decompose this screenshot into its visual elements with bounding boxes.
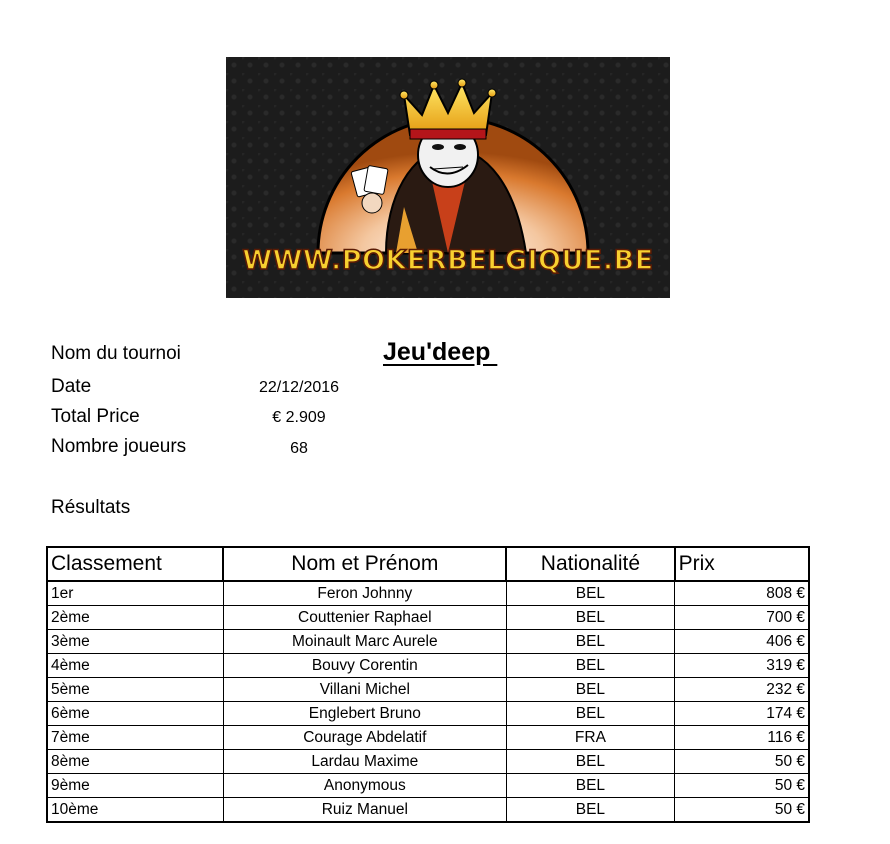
nationality-cell: BEL xyxy=(506,606,674,630)
prize-cell: 174 € xyxy=(675,702,809,726)
player-name-cell: Feron Johnny xyxy=(223,581,506,606)
nationality-cell: BEL xyxy=(506,798,674,823)
player-name-cell: Lardau Maxime xyxy=(223,750,506,774)
date-label: Date xyxy=(51,376,92,397)
player-name-cell: Bouvy Corentin xyxy=(223,654,506,678)
rank-cell: 3ème xyxy=(47,630,223,654)
nationality-cell: BEL xyxy=(506,630,674,654)
nationality-cell: BEL xyxy=(506,581,674,606)
table-row xyxy=(47,678,809,702)
header-name: Nom et Prénom xyxy=(223,547,506,581)
rank-cell: 5ème xyxy=(47,678,223,702)
table-row xyxy=(47,581,809,606)
player-name-cell: Ruiz Manuel xyxy=(223,798,506,823)
table-row xyxy=(47,726,809,750)
logo-text: WWW.POKERBELGIQUE.BE xyxy=(242,245,654,276)
rank-cell: 9ème xyxy=(47,774,223,798)
header-rank: Classement xyxy=(47,547,223,581)
pokerbelgique-logo xyxy=(226,57,670,298)
table-row xyxy=(47,606,809,630)
nationality-cell: BEL xyxy=(506,750,674,774)
nationality-cell: BEL xyxy=(506,702,674,726)
nationality-cell: BEL xyxy=(506,774,674,798)
player-count-value: 68 xyxy=(290,440,308,457)
prize-cell: 700 € xyxy=(675,606,809,630)
player-name-cell: Moinault Marc Aurele xyxy=(223,630,506,654)
rank-cell: 7ème xyxy=(47,726,223,750)
player-name-cell: Englebert Bruno xyxy=(223,702,506,726)
table-row xyxy=(47,774,809,798)
player-name-cell: Courage Abdelatif xyxy=(223,726,506,750)
rank-cell: 2ème xyxy=(47,606,223,630)
prize-cell: 50 € xyxy=(675,774,809,798)
rank-cell: 1er xyxy=(47,581,223,606)
header-nationality: Nationalité xyxy=(506,547,674,581)
nationality-cell: FRA xyxy=(506,726,674,750)
table-header-row xyxy=(47,547,809,581)
rank-cell: 8ème xyxy=(47,750,223,774)
results-heading: Résultats xyxy=(51,497,131,518)
nationality-cell: BEL xyxy=(506,678,674,702)
total-price-label: Total Price xyxy=(51,406,140,427)
prize-cell: 808 € xyxy=(675,581,809,606)
table-row xyxy=(47,702,809,726)
table-row xyxy=(47,750,809,774)
rank-cell: 6ème xyxy=(47,702,223,726)
player-name-cell: Villani Michel xyxy=(223,678,506,702)
prize-cell: 50 € xyxy=(675,798,809,823)
prize-cell: 50 € xyxy=(675,750,809,774)
rank-cell: 4ème xyxy=(47,654,223,678)
table-row xyxy=(47,798,809,823)
table-row xyxy=(47,654,809,678)
header-prize: Prix xyxy=(675,547,809,581)
player-name-cell: Couttenier Raphael xyxy=(223,606,506,630)
joker-king-illustration xyxy=(226,57,670,298)
prize-cell: 319 € xyxy=(675,654,809,678)
tournament-name-label: Nom du tournoi xyxy=(51,343,181,364)
player-name-cell: Anonymous xyxy=(223,774,506,798)
total-price-value: € 2.909 xyxy=(272,409,326,426)
prize-cell: 232 € xyxy=(675,678,809,702)
rank-cell: 10ème xyxy=(47,798,223,823)
table-row xyxy=(47,630,809,654)
results-table xyxy=(46,546,810,823)
prize-cell: 116 € xyxy=(675,726,809,750)
prize-cell: 406 € xyxy=(675,630,809,654)
tournament-name: Jeu'deep xyxy=(383,338,498,366)
date-value: 22/12/2016 xyxy=(258,379,340,396)
nationality-cell: BEL xyxy=(506,654,674,678)
player-count-label: Nombre joueurs xyxy=(51,436,187,457)
